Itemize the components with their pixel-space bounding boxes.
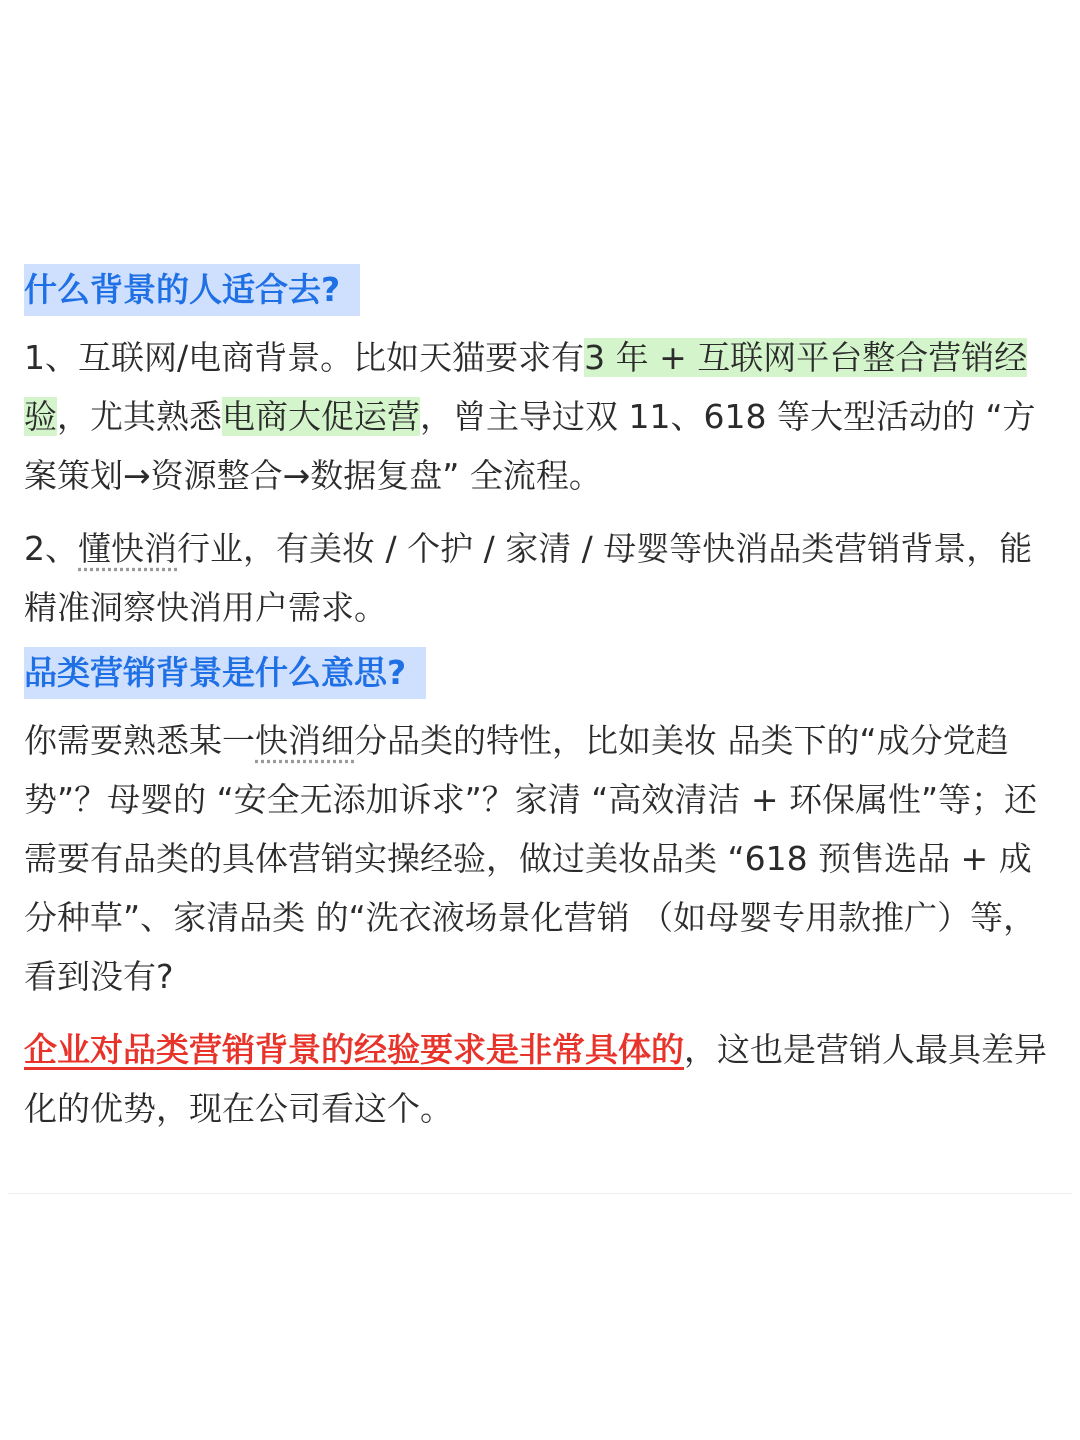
underlined-term: 懂快消: [78, 529, 177, 568]
paragraph-text: 分品类的特性，比如美妆 品类下的“成分党趋势”？母婴的 “安全无添加诉求”？家清 “高效清洁 + 环保属性”等；还需要有品类的具体营销实操经验，做过美妆品类 “618 预售选品 + 成分种草”、家清品类 的“洗衣液场景化营销 （如母婴专用款推广）等，看到没有?: [24, 721, 1038, 996]
paragraph-text: ，曾主导过双 11、618 等大型活动的 “方案策划→资源整合→数据复盘” 全流程。: [24, 397, 1036, 495]
article-body: [24, 264, 1056, 1138]
paragraph-text: ，尤其熟悉: [57, 397, 222, 436]
paragraph-text: 行业，有美妆 / 个护 / 家清 / 母婴等快消品类营销背景，能精准洞察快消用户需求。: [24, 529, 1033, 627]
section-heading-wrapper: [24, 647, 1056, 699]
section-heading-category-meaning: 品类营销背景是什么意思?: [24, 647, 426, 699]
highlight-experience: 3 年 + 互联网平台整合营销经验: [24, 338, 1028, 436]
paragraph-text: 1、互联网/电商背景。比如天猫要求有: [24, 338, 585, 377]
underlined-term: 快消细: [255, 721, 354, 760]
emphasis-red-text: 企业对品类营销背景的经验要求是非常具体的: [24, 1030, 684, 1069]
section-heading-who-fits: 什么背景的人适合去?: [24, 264, 360, 316]
paragraph-internet-ecommerce: [24, 328, 1056, 505]
paragraph-text: ，这也是营销人最具差异化的优势，现在公司看这个。: [24, 1030, 1047, 1128]
paragraph-category-explanation: [24, 711, 1056, 1006]
paragraph-conclusion: [24, 1020, 1056, 1138]
paragraph-text: 你需要熟悉某一: [24, 721, 255, 760]
highlight-promotion-ops: 电商大促运营: [222, 397, 420, 436]
section-heading-wrapper: [24, 264, 1056, 316]
bottom-divider: [8, 1193, 1072, 1194]
paragraph-text: 2、: [24, 529, 78, 568]
paragraph-fmcg: [24, 519, 1056, 637]
